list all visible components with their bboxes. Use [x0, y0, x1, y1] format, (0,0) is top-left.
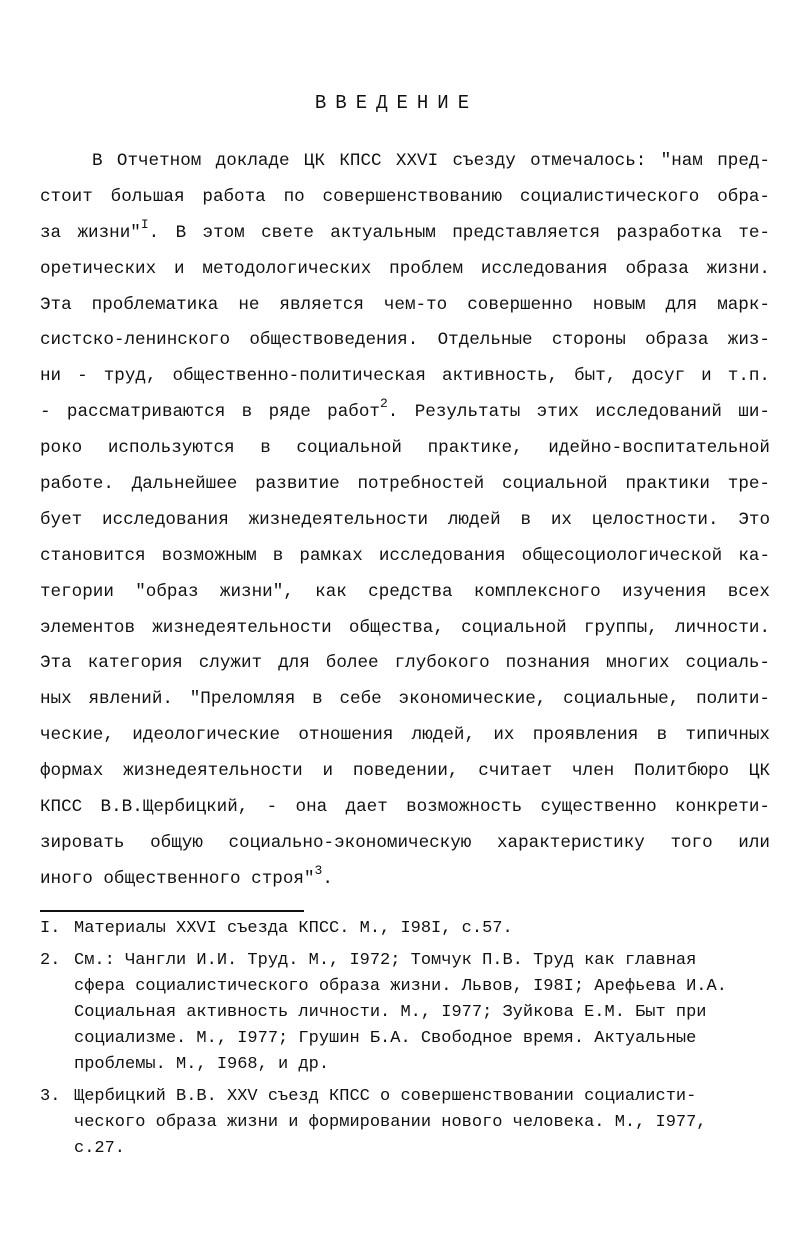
footnote-ref: 3 — [314, 862, 323, 878]
footnote — [40, 1084, 770, 1162]
footnote-ref: I — [140, 216, 149, 232]
text-line: стоит большая работа по совершенствованию социалистического обра- — [40, 186, 770, 207]
text-line: систско-ленинского обществоведения. Отдельные стороны образа жиз- — [40, 330, 770, 351]
footnote-line: Щербицкий В.В. XXV съезд КПСС о совершенствовании социалисти- — [74, 1087, 697, 1106]
footnote-number: 2. — [40, 951, 61, 970]
text-line: В Отчетном докладе ЦК КПСС XXVI съезду отмечалось: "нам пред- — [92, 151, 770, 171]
footnote-line: Материалы XXVI съезда КПСС. М., I98I, с.57. — [74, 919, 513, 938]
text-line: бует исследования жизнедеятельности людей в их целостности. Это — [40, 509, 770, 530]
footnote-line: с.27. — [74, 1139, 126, 1158]
footnote-line: сфера социалистического образа жизни. Львов, I98I; Арефьева И.А. — [74, 977, 727, 996]
footnote-divider — [40, 910, 304, 912]
page-title: ВВЕДЕНИЕ — [314, 92, 479, 114]
footnote-line: социализме. М., I977; Грушин Б.А. Свободное время. Актуальные — [74, 1029, 697, 1048]
text-segment: за жизни" — [40, 222, 141, 243]
text-line: Эта проблематика не является чем-то совершенно новым для марк- — [40, 294, 770, 315]
footnote-line: ческого образа жизни и формировании нового человека. М., I977, — [74, 1113, 707, 1132]
text-line: становится возможным в рамках исследования общесоциологической ка- — [40, 545, 770, 566]
text-segment: - рассматриваются в ряде работ — [40, 402, 380, 423]
text-line: роко используются в социальной практике, идейно-воспитательной — [40, 438, 770, 459]
text-line: зировать общую социально-экономическую характеристику того или — [40, 832, 770, 853]
text-line: ческие, идеологические отношения людей, их проявления в типичных — [40, 725, 770, 746]
footnote-line: Социальная активность личности. М., I977; Зуйкова Е.М. Быт при — [74, 1003, 707, 1022]
footnote-line: См.: Чангли И.И. Труд. М., I972; Томчук П.В. Труд как главная — [74, 951, 697, 970]
text-segment: . Результаты этих исследований ши- — [387, 402, 770, 423]
text-line: ни - труд, общественно-политическая активность, быт, досуг и т.п. — [40, 366, 770, 387]
text-line: ных явлений. "Преломляя в себе экономические, социальные, полити- — [40, 689, 770, 710]
footnote-line: проблемы. М., I968, и др. — [74, 1055, 330, 1074]
text-segment: . — [322, 868, 333, 889]
text-line: оретических и методологических проблем исследования образа жизни. — [40, 258, 770, 279]
text-segment: иного общественного строя" — [40, 868, 315, 889]
footnote — [40, 916, 770, 942]
text-line — [40, 395, 770, 431]
text-line: работе. Дальнейшее развитие потребностей социальной практики тре- — [40, 474, 770, 495]
text-line — [40, 216, 770, 252]
text-line: Эта категория служит для более глубокого познания многих социаль- — [40, 653, 770, 674]
main-paragraph — [40, 144, 770, 898]
text-line: элементов жизнедеятельности общества, социальной группы, личности. — [40, 617, 770, 638]
footnote-ref: 2 — [379, 396, 388, 412]
text-line — [40, 862, 770, 898]
footnote-number: 3. — [40, 1087, 61, 1106]
footnote — [40, 948, 770, 1078]
text-line: тегории "образ жизни", как средства комплексного изучения всех — [40, 581, 770, 602]
text-segment: . В этом свете актуальным представляется разработка те- — [148, 222, 770, 243]
text-line: формах жизнедеятельности и поведении, считает член Политбюро ЦК — [40, 761, 770, 782]
footnotes — [40, 916, 770, 1168]
text-line: КПСС В.В.Щербицкий, - она дает возможность существенно конкрети- — [40, 797, 770, 818]
footnote-number: I. — [40, 919, 61, 938]
